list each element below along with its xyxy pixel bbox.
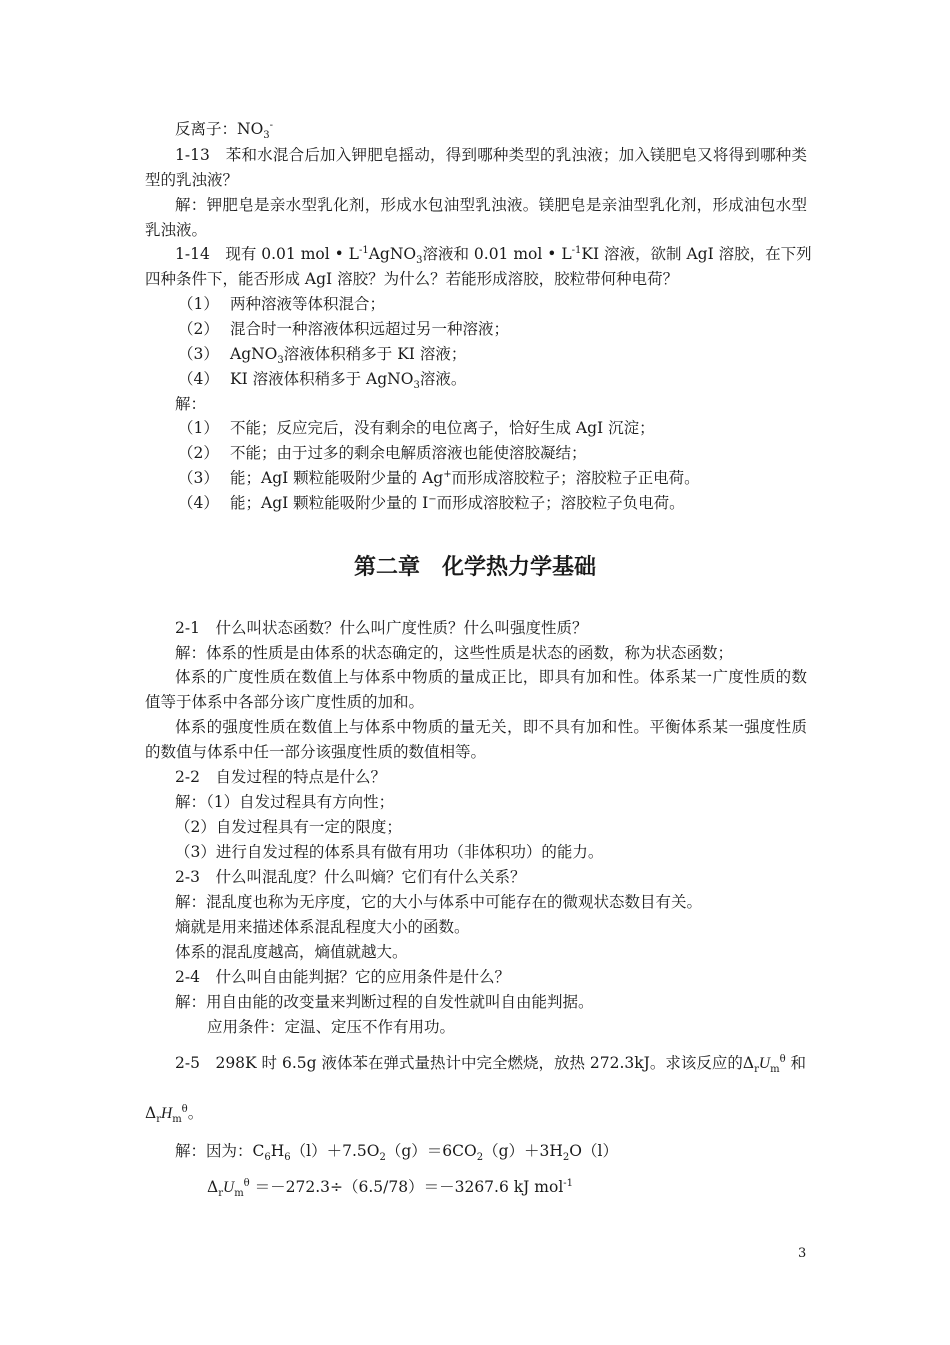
answer-2-1-a: 解：体系的性质是由体系的状态确定的，这些性质是状态的函数，称为状态函数； xyxy=(175,644,734,662)
answer-2-3-a: 解：混乱度也称为无序度，它的大小与体系中可能存在的微观状态数目有关。 xyxy=(175,893,703,911)
condition-3: （3） AgNO$_3$溶液体积稍多于 KI 溶液； xyxy=(178,345,467,367)
answer-1-13: 解：钾肥皂是亲水型乳化剂，形成水包油型乳浊液。镁肥皂是亲油型乳化剂，形成油包水型乳浊液。 xyxy=(145,196,807,239)
question-2-3: 2-3 什么叫混乱度？什么叫熵？它们有什么关系？ xyxy=(175,868,526,886)
answer-2-3-b: 熵就是用来描述体系混乱程度大小的函数。 xyxy=(175,918,470,936)
answer-2-1-c: 体系的强度性质在数值上与体系中物质的量无关，即不具有加和性。平衡体系某一强度性质的数值与体系中任一部分该强度性质的数值相等。 xyxy=(145,718,807,761)
question-2-2: 2-2 自发过程的特点是什么？ xyxy=(175,768,386,786)
delta-r-u-m-symbol: $\Delta_rU_m^\theta$ xyxy=(742,1053,786,1076)
answer-2-4-b: 应用条件：定温、定压不作有用功。 xyxy=(207,1018,456,1036)
solution-3: （3） 能；AgI 颗粒能吸附少量的 Ag+而形成溶胶粒子；溶胶粒子正电荷。 xyxy=(178,468,700,487)
page-number: 3 xyxy=(798,1246,807,1261)
answer-2-2-c: （3）进行自发过程的体系具有做有用功（非体积功）的能力。 xyxy=(175,843,604,861)
question-2-5: 2-5 298K 时 6.5g 液体苯在弹式量热计中完全燃烧，放热 272.3kJ。求该反应的$\Delta_rU_m^\theta$ 和 xyxy=(175,1053,807,1076)
delta-u-result: $\Delta_rU_m^\theta =-272.3\div(6.5/78)=-3267.6$ kJ mol$^{-1}$ xyxy=(207,1177,574,1200)
answer-2-1-b: 体系的广度性质在数值上与体系中物质的量成正比，即具有加和性。体系某一广度性质的数值等于体系中各部分该广度性质的加和。 xyxy=(145,668,807,711)
condition-2: （2） 混合时一种溶液体积远超过另一种溶液； xyxy=(178,320,510,338)
answer-2-2-b: （2）自发过程具有一定的限度； xyxy=(175,818,402,836)
solution-2: （2） 不能；由于过多的剩余电解质溶液也能使溶胶凝结； xyxy=(178,444,587,462)
question-2-4: 2-4 什么叫自由能判据？它的应用条件是什么？ xyxy=(175,968,510,986)
question-1-14: 1-14 现有 0.01 mol • $L^{-1}AgNO_3$溶液和 0.01 mol • $L^{-1}KI$ 溶液，欲制 AgI 溶胶，在下列 xyxy=(175,244,812,267)
question-2-1: 2-1 什么叫状态函数？什么叫广度性质？什么叫强度性质？ xyxy=(175,619,588,637)
condition-1: （1） 两种溶液等体积混合； xyxy=(178,295,386,313)
answer-2-3-c: 体系的混乱度越高，熵值就越大。 xyxy=(175,943,408,961)
question-1-14-cont: 四种条件下，能否形成 AgI 溶胶？为什么？若能形成溶胶，胶粒带何种电荷？ xyxy=(145,270,679,288)
delta-r-u-m-symbol: $\Delta_rU_m^\theta$ xyxy=(207,1177,250,1200)
combustion-equation: 解：因为：$C_6H_6(l)+7.5O_2(g)=6CO_2(g)+3H_2O(l)$ xyxy=(175,1142,618,1164)
answer-label: 解： xyxy=(175,395,207,413)
question-2-5-cont: $\Delta_rH_m^\theta$。 xyxy=(145,1103,204,1126)
answer-2-2-a: 解：（1）自发过程具有方向性； xyxy=(175,793,395,811)
condition-4: （4） KI 溶液体积稍多于 AgNO$_3$溶液。 xyxy=(178,370,467,392)
solution-4: （4） 能；AgI 颗粒能吸附少量的 I−而形成溶胶粒子；溶胶粒子负电荷。 xyxy=(178,493,685,512)
question-1-13: 1-13 苯和水混合后加入钾肥皂摇动，得到哪种类型的乳浊液；加入镁肥皂又将得到哪种类型的乳浊液？ xyxy=(145,146,807,189)
chapter-title: 第二章 化学热力学基础 xyxy=(353,555,596,580)
answer-2-4-a: 解：用自由能的改变量来判断过程的自发性就叫自由能判据。 xyxy=(175,993,594,1011)
solution-1: （1） 不能；反应完后，没有剩余的电位离子，恰好生成 AgI 沉淀； xyxy=(178,419,655,437)
delta-r-h-m-symbol: $\Delta_rH_m^\theta$ xyxy=(145,1103,188,1126)
counter-ion-line: 反离子：$NO_3^-$ xyxy=(175,119,274,142)
